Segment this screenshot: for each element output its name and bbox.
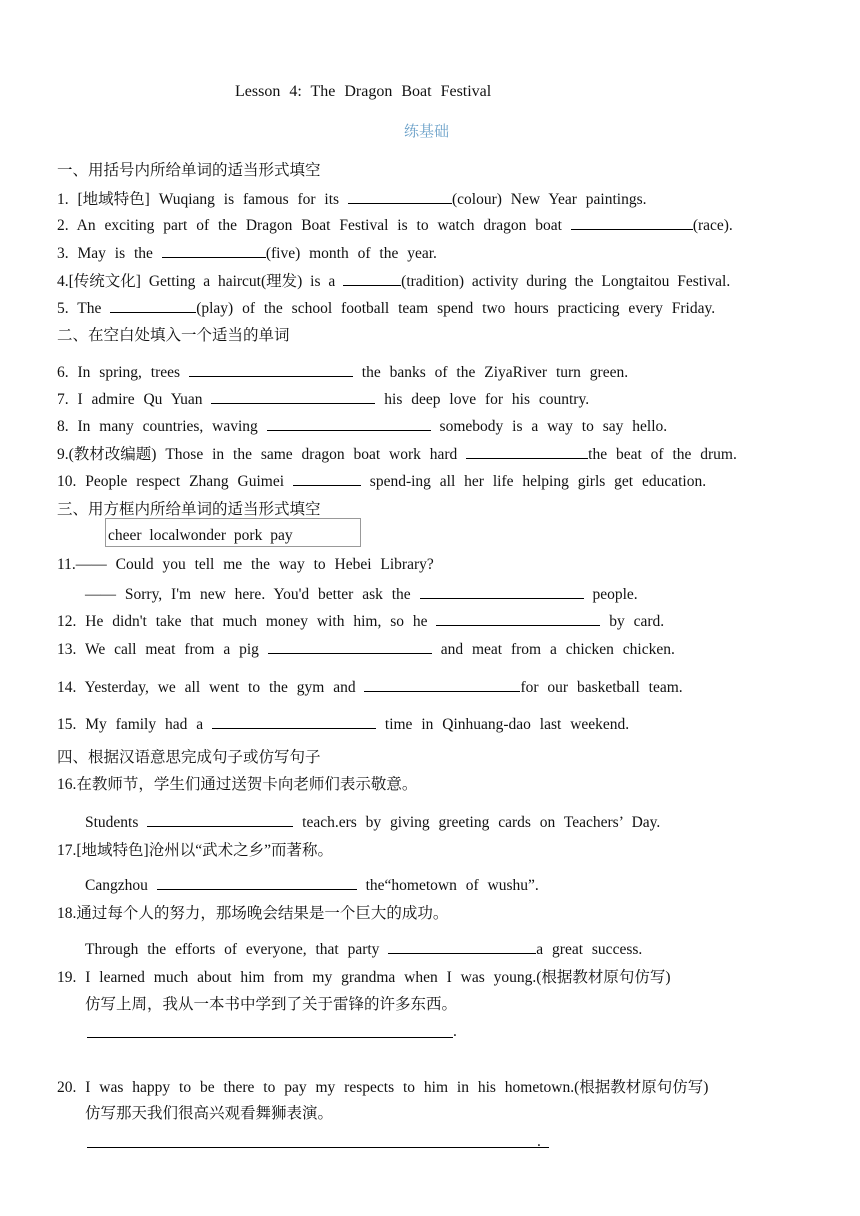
- question-text: (colour) New Year paintings.: [451, 191, 647, 208]
- question-text: by card.: [600, 613, 665, 630]
- question-text: 12. He didn't take that much money with him, so he: [57, 613, 437, 630]
- section-heading-1: 一、用括号内所给单词的适当形式填空: [57, 161, 321, 179]
- answer-blank[interactable]: [293, 471, 361, 486]
- question-text: 14. Yesterday, we all went to the gym and: [57, 679, 365, 696]
- sentence-period: .: [537, 1133, 541, 1150]
- question-text: 15. My family had a: [57, 716, 213, 733]
- question-20: 20. I was happy to be there to pay my respects to him in his hometown.(根据教材原句仿写): [57, 1079, 709, 1096]
- question-text: 1. [地域特色] Wuqiang is famous for its: [57, 191, 348, 208]
- question-16-chinese: 16.在教师节，学生们通过送贺卡向老师们表示敬意。: [57, 776, 418, 793]
- question-6: [57, 362, 628, 382]
- answer-blank[interactable]: [571, 215, 693, 230]
- question-4: [57, 269, 730, 291]
- question-17: [85, 875, 539, 895]
- question-text: 8. In many countries, waving: [57, 418, 267, 435]
- question-text: and meat from a chicken chicken.: [431, 641, 675, 658]
- answer-blank[interactable]: [388, 939, 536, 954]
- question-1: [57, 187, 646, 209]
- question-text: 11.—— Could you tell me the way to Hebei Library?: [57, 556, 434, 573]
- question-text: the banks of the ZiyaRiver turn green.: [352, 364, 629, 381]
- answer-blank[interactable]: [212, 714, 376, 729]
- question-16: [85, 812, 660, 832]
- question-7: [57, 389, 589, 409]
- answer-blank[interactable]: [267, 416, 431, 431]
- question-text: his deep love for his country.: [375, 391, 590, 408]
- section-heading-4: 四、根据汉语意思完成句子或仿写句子: [57, 748, 321, 766]
- section-heading-2: 二、在空白处填入一个适当的单词: [57, 326, 290, 344]
- answer-blank[interactable]: [348, 189, 452, 204]
- answer-blank[interactable]: [162, 243, 266, 258]
- question-text: 9.(教材改编题) Those in the same dragon boat work hard: [57, 446, 467, 463]
- question-19-instruction: 仿写上周，我从一本书中学到了关于雷锋的许多东西。: [85, 996, 458, 1013]
- answer-blank[interactable]: [147, 812, 293, 827]
- question-text: 3. May is the: [57, 245, 162, 262]
- question-10: [57, 471, 706, 491]
- question-14: [57, 677, 683, 697]
- answer-blank[interactable]: [211, 389, 375, 404]
- page-subtitle: 练基础: [404, 124, 450, 140]
- question-text: a great success.: [536, 941, 643, 958]
- question-text: the“hometown of wushu”.: [356, 877, 539, 894]
- question-text: somebody is a way to say hello.: [430, 418, 668, 435]
- question-text: (five) month of the year.: [265, 245, 437, 262]
- question-20-instruction: 仿写那天我们很高兴观看舞狮表演。: [85, 1105, 334, 1122]
- question-text: Students: [85, 814, 148, 831]
- answer-line-19[interactable]: [87, 1037, 453, 1038]
- question-5: [57, 298, 715, 318]
- answer-blank[interactable]: [343, 271, 401, 286]
- question-text: the beat of the drum.: [588, 446, 737, 463]
- question-text: 5. The: [57, 300, 111, 317]
- question-text: —— Sorry, I'm new here. You'd better ask the: [85, 586, 420, 603]
- question-text: (play) of the school football team spend two hours practicing every Friday.: [196, 300, 716, 317]
- question-15: [57, 714, 629, 734]
- section-heading-3: 三、用方框内所给单词的适当形式填空: [57, 500, 321, 518]
- question-text: spend-ing all her life helping girls get education.: [360, 473, 707, 490]
- answer-blank[interactable]: [364, 677, 520, 692]
- answer-blank[interactable]: [157, 875, 357, 890]
- word-bank-text: cheer localwonder pork pay: [108, 527, 293, 544]
- question-text: 13. We call meat from a pig: [57, 641, 268, 658]
- question-text: (tradition) activity during the Longtaitou Festival.: [401, 273, 731, 290]
- question-11: [57, 556, 434, 574]
- question-text: for our basketball team.: [520, 679, 683, 696]
- question-text: time in Qinhuang-dao last weekend.: [376, 716, 630, 733]
- word-bank-box: [105, 518, 361, 547]
- question-text: 6. In spring, trees: [57, 364, 189, 381]
- question-17-chinese: 17.[地域特色]沧州以“武术之乡”而著称。: [57, 842, 333, 859]
- question-text: teach.ers by giving greeting cards on Teachers’ Day.: [293, 814, 661, 831]
- question-12: [57, 611, 664, 631]
- question-text: Through the efforts of everyone, that party: [85, 941, 389, 958]
- question-text: 2. An exciting part of the Dragon Boat Festival is to watch dragon boat: [57, 217, 571, 234]
- question-13: [57, 639, 675, 659]
- question-2: [57, 215, 733, 235]
- answer-blank[interactable]: [420, 584, 584, 599]
- question-text: Cangzhou: [85, 877, 157, 894]
- question-9: [57, 442, 737, 464]
- answer-blank[interactable]: [466, 444, 588, 459]
- page-title: Lesson 4: The Dragon Boat Festival: [235, 83, 492, 100]
- answer-blank[interactable]: [189, 362, 353, 377]
- question-18-chinese: 18.通过每个人的努力，那场晚会结果是一个巨大的成功。: [57, 905, 449, 922]
- question-11-reply: [85, 584, 638, 604]
- sentence-period: .: [453, 1023, 457, 1040]
- answer-blank[interactable]: [436, 611, 600, 626]
- question-text: 4.[传统文化] Getting a haircut(理发) is a: [57, 273, 344, 290]
- answer-line-20[interactable]: [87, 1147, 549, 1148]
- question-18: [85, 939, 642, 959]
- question-8: [57, 416, 667, 436]
- question-text: 10. People respect Zhang Guimei: [57, 473, 293, 490]
- answer-blank[interactable]: [110, 298, 196, 313]
- answer-blank[interactable]: [268, 639, 432, 654]
- question-text: (race).: [692, 217, 733, 234]
- question-text: 7. I admire Qu Yuan: [57, 391, 212, 408]
- question-text: people.: [583, 586, 638, 603]
- question-19: 19. I learned much about him from my grandma when I was young.(根据教材原句仿写): [57, 969, 671, 986]
- question-3: [57, 243, 437, 263]
